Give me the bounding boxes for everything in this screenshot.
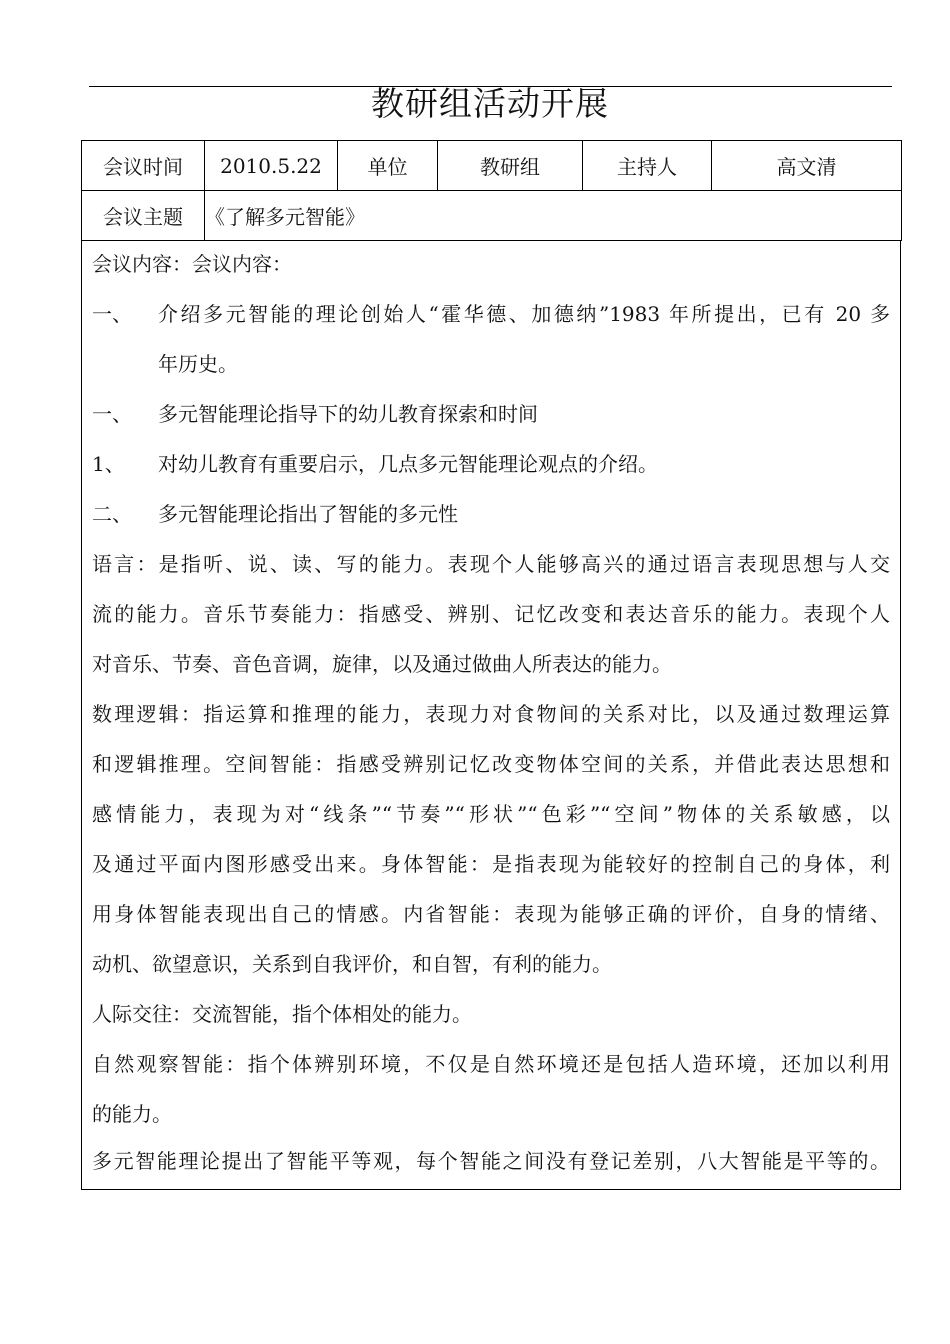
list-item: [92, 299, 890, 329]
list-text: 多元智能理论指出了智能的多元性: [158, 502, 458, 526]
paragraph-line: 动机、欲望意识，关系到自我评价，和自智，有利的能力。: [92, 952, 612, 976]
list-number: 一、: [92, 402, 132, 426]
table-row: [82, 141, 902, 191]
paragraph-line: 感情能力，表现为对“线条”“节奏”“形状”“色彩”“空间”物体的关系敏感，以: [92, 802, 890, 826]
unit-value: 教研组: [438, 141, 583, 191]
list-item: [92, 399, 890, 429]
list-item: [92, 499, 890, 529]
list-item: [92, 449, 890, 479]
list-text: 介绍多元智能的理论创始人“霍华德、加德纳”1983 年所提出，已有 20 多: [158, 302, 890, 326]
meeting-content-box: [81, 240, 901, 1190]
paragraph-line: 流的能力。音乐节奏能力：指感受、辨别、记忆改变和表达音乐的能力。表现个人: [92, 602, 890, 626]
meeting-info-table: [81, 140, 902, 241]
list-number: 一、: [92, 302, 132, 326]
paragraph-line: 的能力。: [92, 1102, 172, 1126]
host-label: 主持人: [583, 141, 712, 191]
list-text: 对幼儿教育有重要启示，几点多元智能理论观点的介绍。: [158, 452, 658, 476]
paragraph-line: 数理逻辑：指运算和推理的能力，表现力对食物间的关系对比，以及通过数理运算: [92, 702, 890, 726]
meeting-topic-label: 会议主题: [82, 191, 205, 241]
host-value: 高文清: [712, 141, 902, 191]
list-number: 二、: [92, 502, 132, 526]
unit-label: 单位: [338, 141, 438, 191]
content-heading: 会议内容：会议内容：: [92, 252, 292, 276]
list-item-continuation: [92, 349, 890, 379]
paragraph-line: 语言：是指听、说、读、写的能力。表现个人能够高兴的通过语言表现思想与人交: [92, 552, 890, 576]
table-row: [82, 191, 902, 241]
paragraph-line: 及通过平面内图形感受出来。身体智能：是指表现为能较好的控制自己的身体，利: [92, 852, 890, 876]
document-title: 教研组活动开展: [371, 84, 609, 123]
paragraph-line: 多元智能理论提出了智能平等观，每个智能之间没有登记差别，八大智能是平等的。: [92, 1149, 890, 1173]
paragraph-line: 自然观察智能：指个体辨别环境，不仅是自然环境还是包括人造环境，还加以利用: [92, 1052, 890, 1076]
list-text: 年历史。: [158, 352, 238, 376]
list-number: 1、: [92, 452, 125, 476]
meeting-topic-value: 《了解多元智能》: [205, 191, 902, 241]
meeting-time-label: 会议时间: [82, 141, 205, 191]
paragraph-line: 用身体智能表现出自己的情感。内省智能：表现为能够正确的评价，自身的情绪、: [92, 902, 890, 926]
meeting-time-value: 2010.5.22: [205, 141, 338, 191]
paragraph-line: 和逻辑推理。空间智能：指感受辨别记忆改变物体空间的关系，并借此表达思想和: [92, 752, 890, 776]
list-text: 多元智能理论指导下的幼儿教育探索和时间: [158, 402, 538, 426]
paragraph-line: 对音乐、节奏、音色音调，旋律，以及通过做曲人所表达的能力。: [92, 652, 672, 676]
paragraph-line: 人际交往：交流智能，指个体相处的能力。: [92, 1002, 472, 1026]
